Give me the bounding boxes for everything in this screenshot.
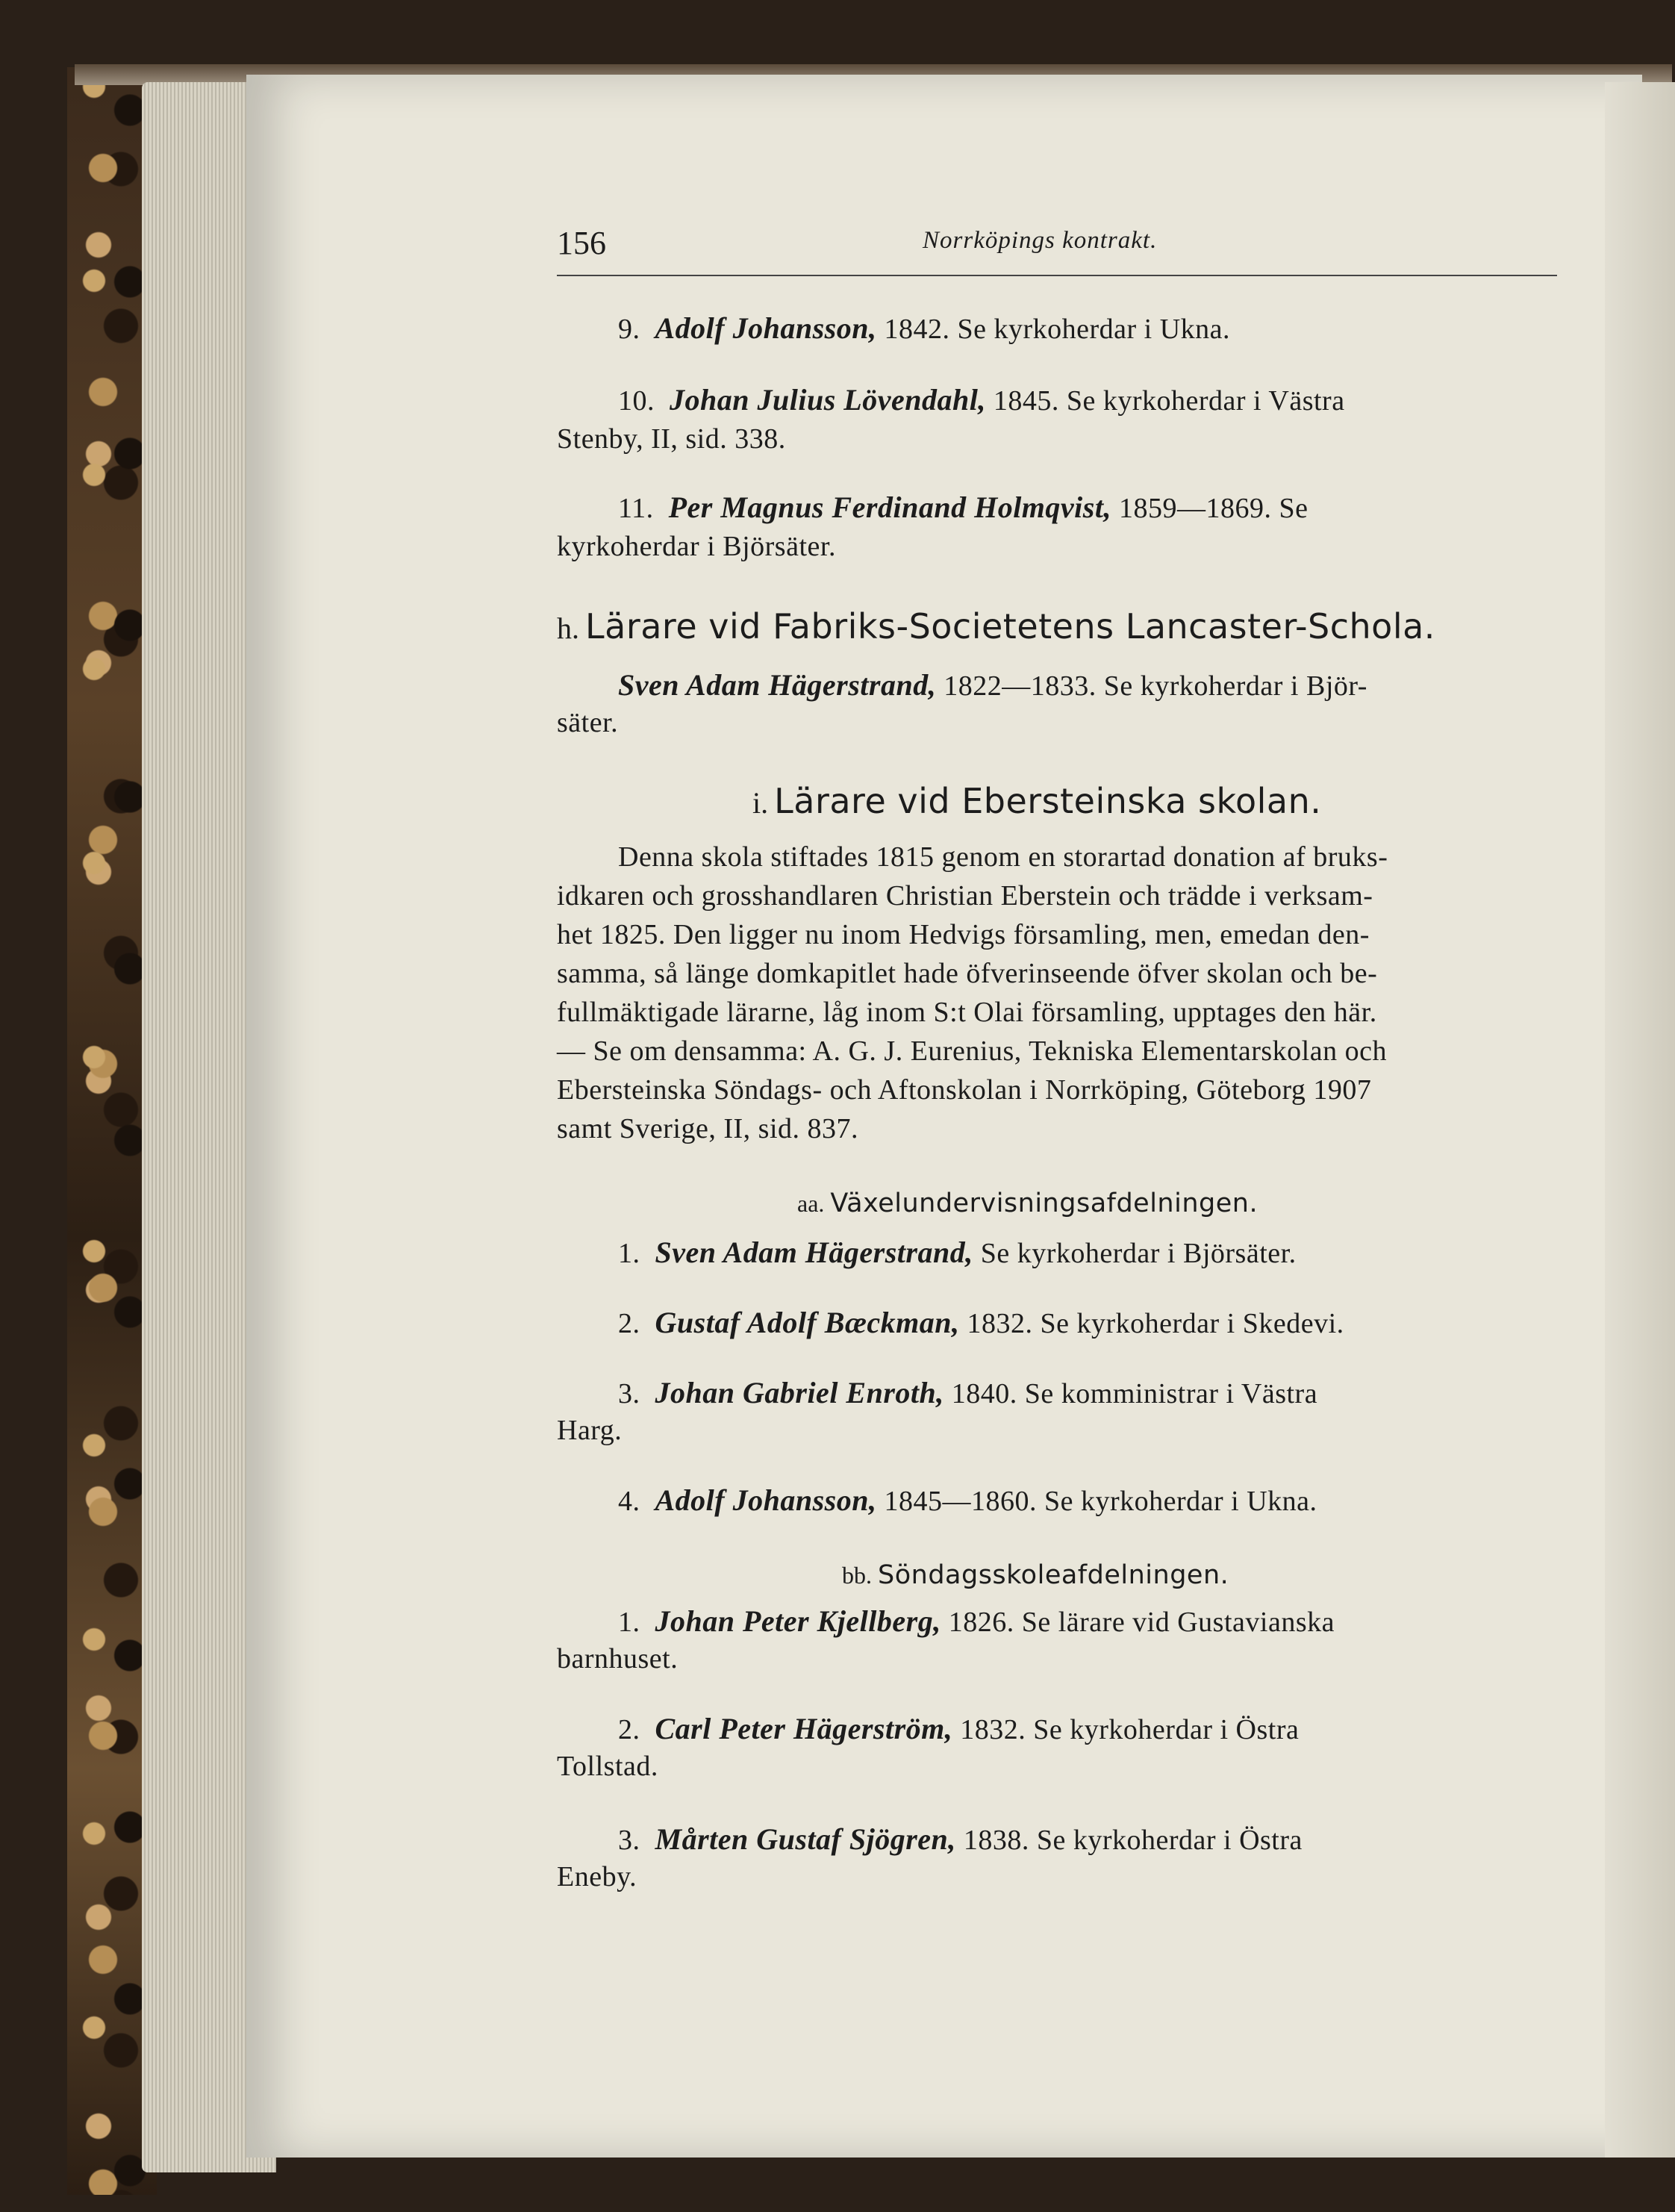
running-title: Norrköpings kontrakt. [923, 227, 1158, 254]
entry-line: 10. Johan Julius Lövendahl, 1845. Se kyrkoherdar i Västra [618, 383, 1345, 417]
paragraph-line: samt Sverige, II, sid. 837. [557, 1113, 859, 1144]
subsection-heading-aa: aa. Växelundervisningsafdelningen. [797, 1188, 1258, 1218]
entry-line: 2. Gustaf Adolf Bæckman, 1832. Se kyrkoherdar i Skedevi. [618, 1306, 1344, 1339]
entry-continuation: Stenby, II, sid. 338. [557, 423, 786, 455]
entry-continuation: Harg. [557, 1415, 623, 1446]
entry-line: 9. Adolf Johansson, 1842. Se kyrkoherdar i Ukna. [618, 311, 1231, 345]
section-heading-i: i. Lärare vid Ebersteinska skolan. [752, 781, 1322, 821]
entry-continuation: Tollstad. [557, 1751, 658, 1782]
entry-line: 11. Per Magnus Ferdinand Holmqvist, 1859—1869. Se [618, 490, 1309, 524]
paragraph-line: samma, så länge domkapitlet hade öfverinseende öfver skolan och be- [557, 958, 1378, 989]
paragraph-line: — Se om densamma: A. G. J. Eurenius, Tekniska Elementarskolan och [557, 1035, 1387, 1067]
entry-line: 3. Mårten Gustaf Sjögren, 1838. Se kyrkoherdar i Östra [618, 1822, 1303, 1856]
entry-continuation: Eneby. [557, 1861, 637, 1892]
entry-line: 2. Carl Peter Hägerström, 1832. Se kyrkoherdar i Östra [618, 1712, 1300, 1745]
entry-line: 3. Johan Gabriel Enroth, 1840. Se komministrar i Västra [618, 1376, 1318, 1409]
section-heading-h: h. Lärare vid Fabriks-Societetens Lancaster-Schola. [557, 606, 1435, 647]
entry-line: 1. Johan Peter Kjellberg, 1826. Se lärare vid Gustavianska [618, 1604, 1335, 1638]
entry-line: 4. Adolf Johansson, 1845—1860. Se kyrkoherdar i Ukna. [618, 1483, 1317, 1517]
paragraph-line: Denna skola stiftades 1815 genom en storartad donation af bruks- [618, 841, 1388, 873]
entry-line: 1. Sven Adam Hägerstrand, Se kyrkoherdar i Björsäter. [618, 1236, 1297, 1269]
entry-line: Sven Adam Hägerstrand, 1822—1833. Se kyrkoherdar i Björ- [618, 668, 1367, 702]
header-rule [557, 275, 1557, 276]
paragraph-line: het 1825. Den ligger nu inom Hedvigs församling, men, emedan den- [557, 919, 1370, 950]
entry-continuation: säter. [557, 707, 619, 738]
entry-continuation: kyrkoherdar i Björsäter. [557, 531, 836, 562]
paragraph-line: Ebersteinska Söndags- och Aftonskolan i Norrköping, Göteborg 1907 [557, 1074, 1372, 1106]
page-number: 156 [557, 225, 606, 261]
paragraph-line: fullmäktigade lärarne, låg inom S:t Olai församling, upptages den här. [557, 997, 1377, 1028]
paragraph-line: idkaren och grosshandlaren Christian Eberstein och trädde i verksam- [557, 880, 1373, 912]
subsection-heading-bb: bb. Söndagsskoleafdelningen. [842, 1560, 1229, 1590]
entry-continuation: barnhuset. [557, 1643, 679, 1674]
